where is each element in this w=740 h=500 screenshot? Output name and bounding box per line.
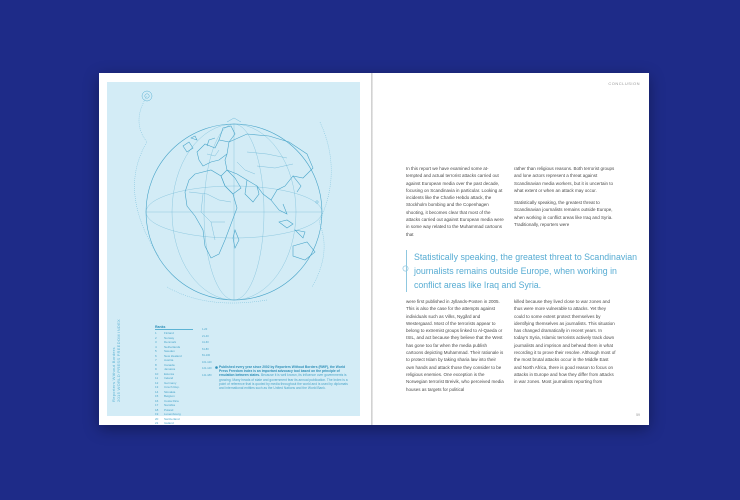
pull-quote (406, 250, 639, 292)
legend-scale-item: 61-80 (202, 347, 209, 351)
legend-country: Luxembourg (164, 412, 181, 416)
legend-rank: 16 (155, 398, 159, 403)
legend-country: Belgium (164, 394, 175, 398)
legend-country: Finland (164, 331, 174, 335)
legend-rank: 15 (155, 394, 159, 398)
paragraph: killed because they lived close to war zones and thus were more vulnerable to attacks. Yet they could to some extent protect themselves by identifying themselves as journalists. This situation has changed dramatically in recent years. In today's Syria, Islamic terrorists actively track down journalists and imprison and behead them in what recording it to prove their resolve. Although most of the most brutal attacks occur in the Middle East and North Africa, there is good reason to focus on attacks in Europe and how they differ from attacks in war zones. Most journalists reporting from (514, 299, 616, 385)
legend-country: Iceland (164, 421, 174, 425)
legend-country: Poland (164, 407, 174, 412)
legend-rank: 11 (155, 376, 159, 380)
paragraph: were first published in Jyllands-Posten in 2005. This is also the case for the attempts against individuals such as Vilks, Nygård and Westergaard. Most of the terrorists appear to belong to extremist groups linked to Al-Qaeda or ISIL, and act because they believe that the West has gone too far when the media publish cartoons depicting Muhammad. Their rationale is to protect Islam by taking sharia law into their own hands and attack those they consider to be religious enemies. One exception is the Norwegian terrorist Breivik, who perceived media houses as targets for political (406, 299, 504, 392)
legend-rank: 9 (155, 367, 157, 371)
text-column-1 (406, 165, 504, 243)
magazine-spread (99, 73, 649, 425)
legend-rows (155, 331, 193, 426)
caption-body: Because it is well known, its influence over governments is growing. Many heads of state and government fear its annual publication. The Index is a point of reference that is quoted by media throughout the world and is used by diplomats and international entities such as the United Nations and the World Bank. (219, 373, 348, 391)
section-header: CONCLUSION (608, 81, 640, 86)
legend-country: Costa Rica (164, 398, 179, 403)
legend-rank: 21 (155, 421, 159, 425)
legend-rank: 18 (155, 407, 159, 412)
legend-country: Canada (164, 362, 175, 367)
legend-rank: 8 (155, 362, 157, 367)
text-column-3 (406, 298, 504, 398)
caption-lead: Published every year since 2002 by Reporters Without Borders (RWF), the World Press Freedom Index is an important advocacy tool based on the principle of emulation between states. (219, 365, 346, 378)
info-bullet-icon (215, 366, 218, 369)
map-panel (107, 82, 360, 425)
legend-rank: 2 (155, 335, 157, 340)
legend-rank: 13 (155, 385, 159, 389)
legend-rank: 14 (155, 389, 159, 394)
legend-scale-item: 81-100 (202, 354, 211, 357)
legend-country: Czech Rep. (164, 385, 180, 389)
legend-rank: 6 (155, 353, 157, 358)
legend-country: Switzerland (164, 416, 180, 421)
ranking-legend (155, 325, 193, 426)
legend-rank: 5 (155, 349, 157, 353)
legend-scale-item: 101-120 (202, 360, 212, 364)
legend-rank: 4 (155, 344, 157, 349)
legend-country: Ireland (164, 376, 174, 380)
left-page (99, 73, 371, 425)
legend-row (155, 421, 193, 426)
legend-country: Germany (164, 380, 177, 385)
map-caption (219, 365, 354, 390)
paragraph: rather than religious reasons. Both terrorist groups and lone actors represent a threat against Scandinavian media workers, but it is uncertain to what extent or when an attack may occur. (514, 166, 615, 193)
legend-title: Ranks (155, 325, 193, 330)
legend-country: Norway (164, 335, 175, 340)
legend-country: Jamaica (164, 367, 176, 371)
legend-scale-item: 1-20 (202, 328, 208, 331)
legend-scale-item: 21-40 (202, 334, 209, 338)
legend-rank: 3 (155, 340, 157, 344)
legend-rank: 20 (155, 416, 159, 421)
page-number: 59 (636, 413, 640, 417)
legend-country: Netherlands (164, 344, 181, 349)
legend-country: New Zealand (164, 353, 182, 358)
legend-rank: 7 (155, 358, 157, 362)
paragraph: Statistically speaking, the greatest threat to Scandinavian journalists remains outside Europe, when working in conflict areas like Iraq and Syria. Traditionally, reporters were (514, 200, 613, 228)
legend-scale-item: 121-140 (202, 367, 212, 370)
legend-rank: 10 (155, 371, 159, 376)
text-column-2 (514, 165, 617, 233)
legend-country: Namibia (164, 403, 176, 407)
pull-quote-text: Statistically speaking, the greatest threat to Scandinavian journalists remains outside Europe, when working in conflict areas like Iraq and Syria. (414, 252, 637, 290)
index-subtitle-line: 2015 WORLD PRESS FREEDOM INDEX (116, 318, 121, 402)
paragraph: In this report we have examined some at-tempted and actual terrorist attacks carried out against European media over the past decade, focusing on Scandinavia in particular. Looking at incidents like the Charlie Hebdo attack, the Stockholm bombing and the Copenhagen shooting, it becomes clear that most of the attacks carried out against European media were in some way related to the Muhammad cartoons that (406, 166, 504, 237)
right-page (373, 73, 649, 425)
legend-country: Slovakia (164, 389, 176, 394)
legend-scale-item: 141-180 (202, 373, 212, 377)
legend-rank: 19 (155, 412, 159, 416)
legend-country: Austria (164, 358, 174, 362)
text-column-4 (514, 298, 617, 391)
legend-scale (202, 327, 212, 379)
legend-rank: 17 (155, 403, 159, 407)
legend-country: Estonia (164, 371, 175, 376)
legend-scale-item: 41-60 (202, 341, 209, 344)
legend-country: Denmark (164, 340, 177, 344)
legend-rank: 12 (155, 380, 159, 385)
legend-country: Sweden (164, 349, 175, 353)
legend-rank: 1 (155, 331, 157, 335)
index-title-line: Reporters Without Borders (111, 347, 116, 402)
